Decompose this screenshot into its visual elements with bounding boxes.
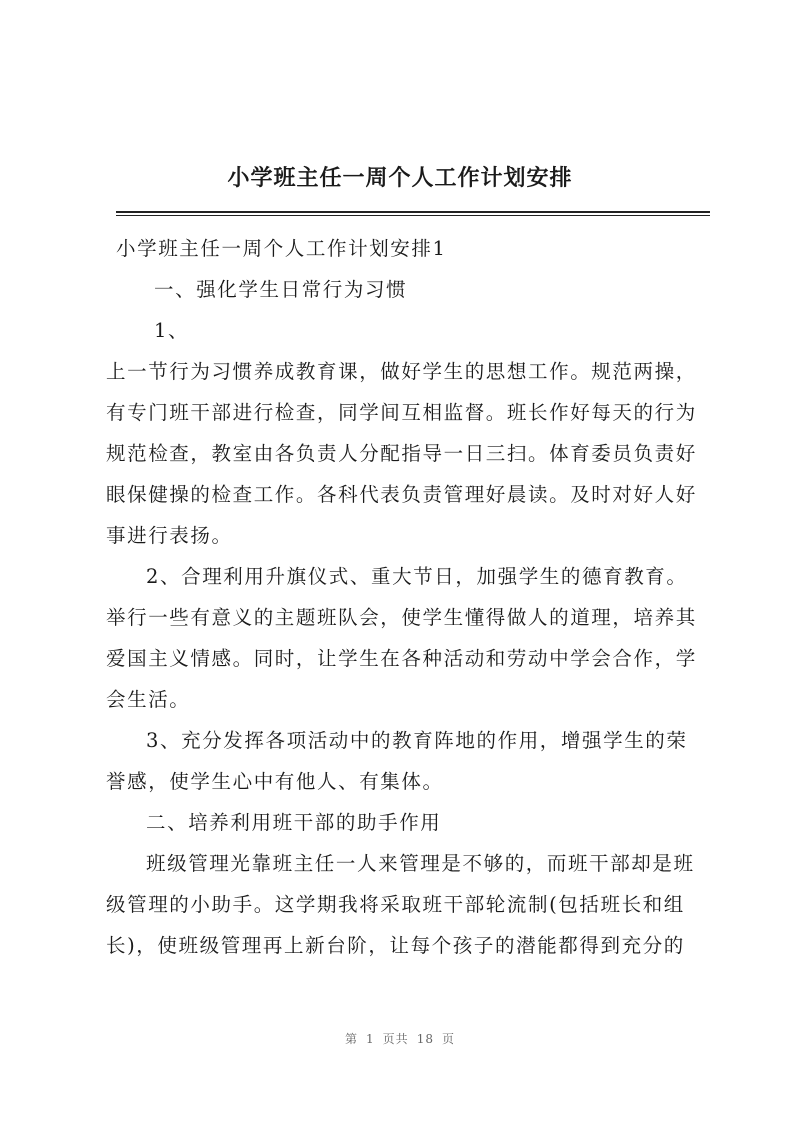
title-divider [116, 211, 710, 216]
paragraph-line: 有专门班干部进行检查，同学间互相监督。班长作好每天的行为 [106, 401, 697, 424]
footer-total-pages: 18 [416, 1032, 434, 1046]
paragraph-line: 举行一些有意义的主题班队会，使学生懂得做人的道理，培养其 [106, 606, 697, 629]
list-marker: 1、 [154, 319, 190, 342]
subsection-heading: 一、强化学生日常行为习惯 [154, 278, 408, 301]
paragraph-line: 长)，使班级管理再上新台阶，让每个孩子的潜能都得到充分的 [106, 934, 685, 957]
paragraph-line: 级管理的小助手。这学期我将采取班干部轮流制(包括班长和组 [106, 893, 685, 916]
paragraph-line: 爱国主义情感。同时，让学生在各种活动和劳动中学会合作，学 [106, 647, 697, 670]
paragraph-line: 眼保健操的检查工作。各科代表负责管理好晨读。及时对好人好 [106, 483, 697, 506]
paragraph-line: 班级管理光靠班主任一人来管理是不够的，而班干部却是班 [146, 852, 695, 875]
paragraph-line: 2、合理利用升旗仪式、重大节日，加强学生的德育教育。 [146, 565, 688, 588]
section-heading: 小学班主任一周个人工作计划安排1 [116, 237, 447, 260]
page-title: 小学班主任一周个人工作计划安排 [227, 165, 573, 191]
paragraph-line: 会生活。 [106, 688, 191, 711]
footer-prefix: 第 [345, 1032, 359, 1046]
paragraph-line: 3、充分发挥各项活动中的教育阵地的作用，增强学生的荣 [146, 729, 688, 752]
footer-suffix: 页 [441, 1032, 455, 1046]
footer-page-number: 1 [366, 1032, 375, 1046]
paragraph-line: 上一节行为习惯养成教育课，做好学生的思想工作。规范两操， [106, 360, 697, 383]
footer-middle: 页共 [382, 1032, 409, 1046]
paragraph-line: 誉感，使学生心中有他人、有集体。 [106, 770, 444, 793]
paragraph-line: 规范检查，教室由各负责人分配指导一日三扫。体育委员负责好 [106, 442, 697, 465]
paragraph-line: 事进行表扬。 [106, 524, 233, 547]
subsection-heading: 二、培养利用班干部的助手作用 [146, 811, 442, 834]
page-footer [0, 1030, 800, 1047]
